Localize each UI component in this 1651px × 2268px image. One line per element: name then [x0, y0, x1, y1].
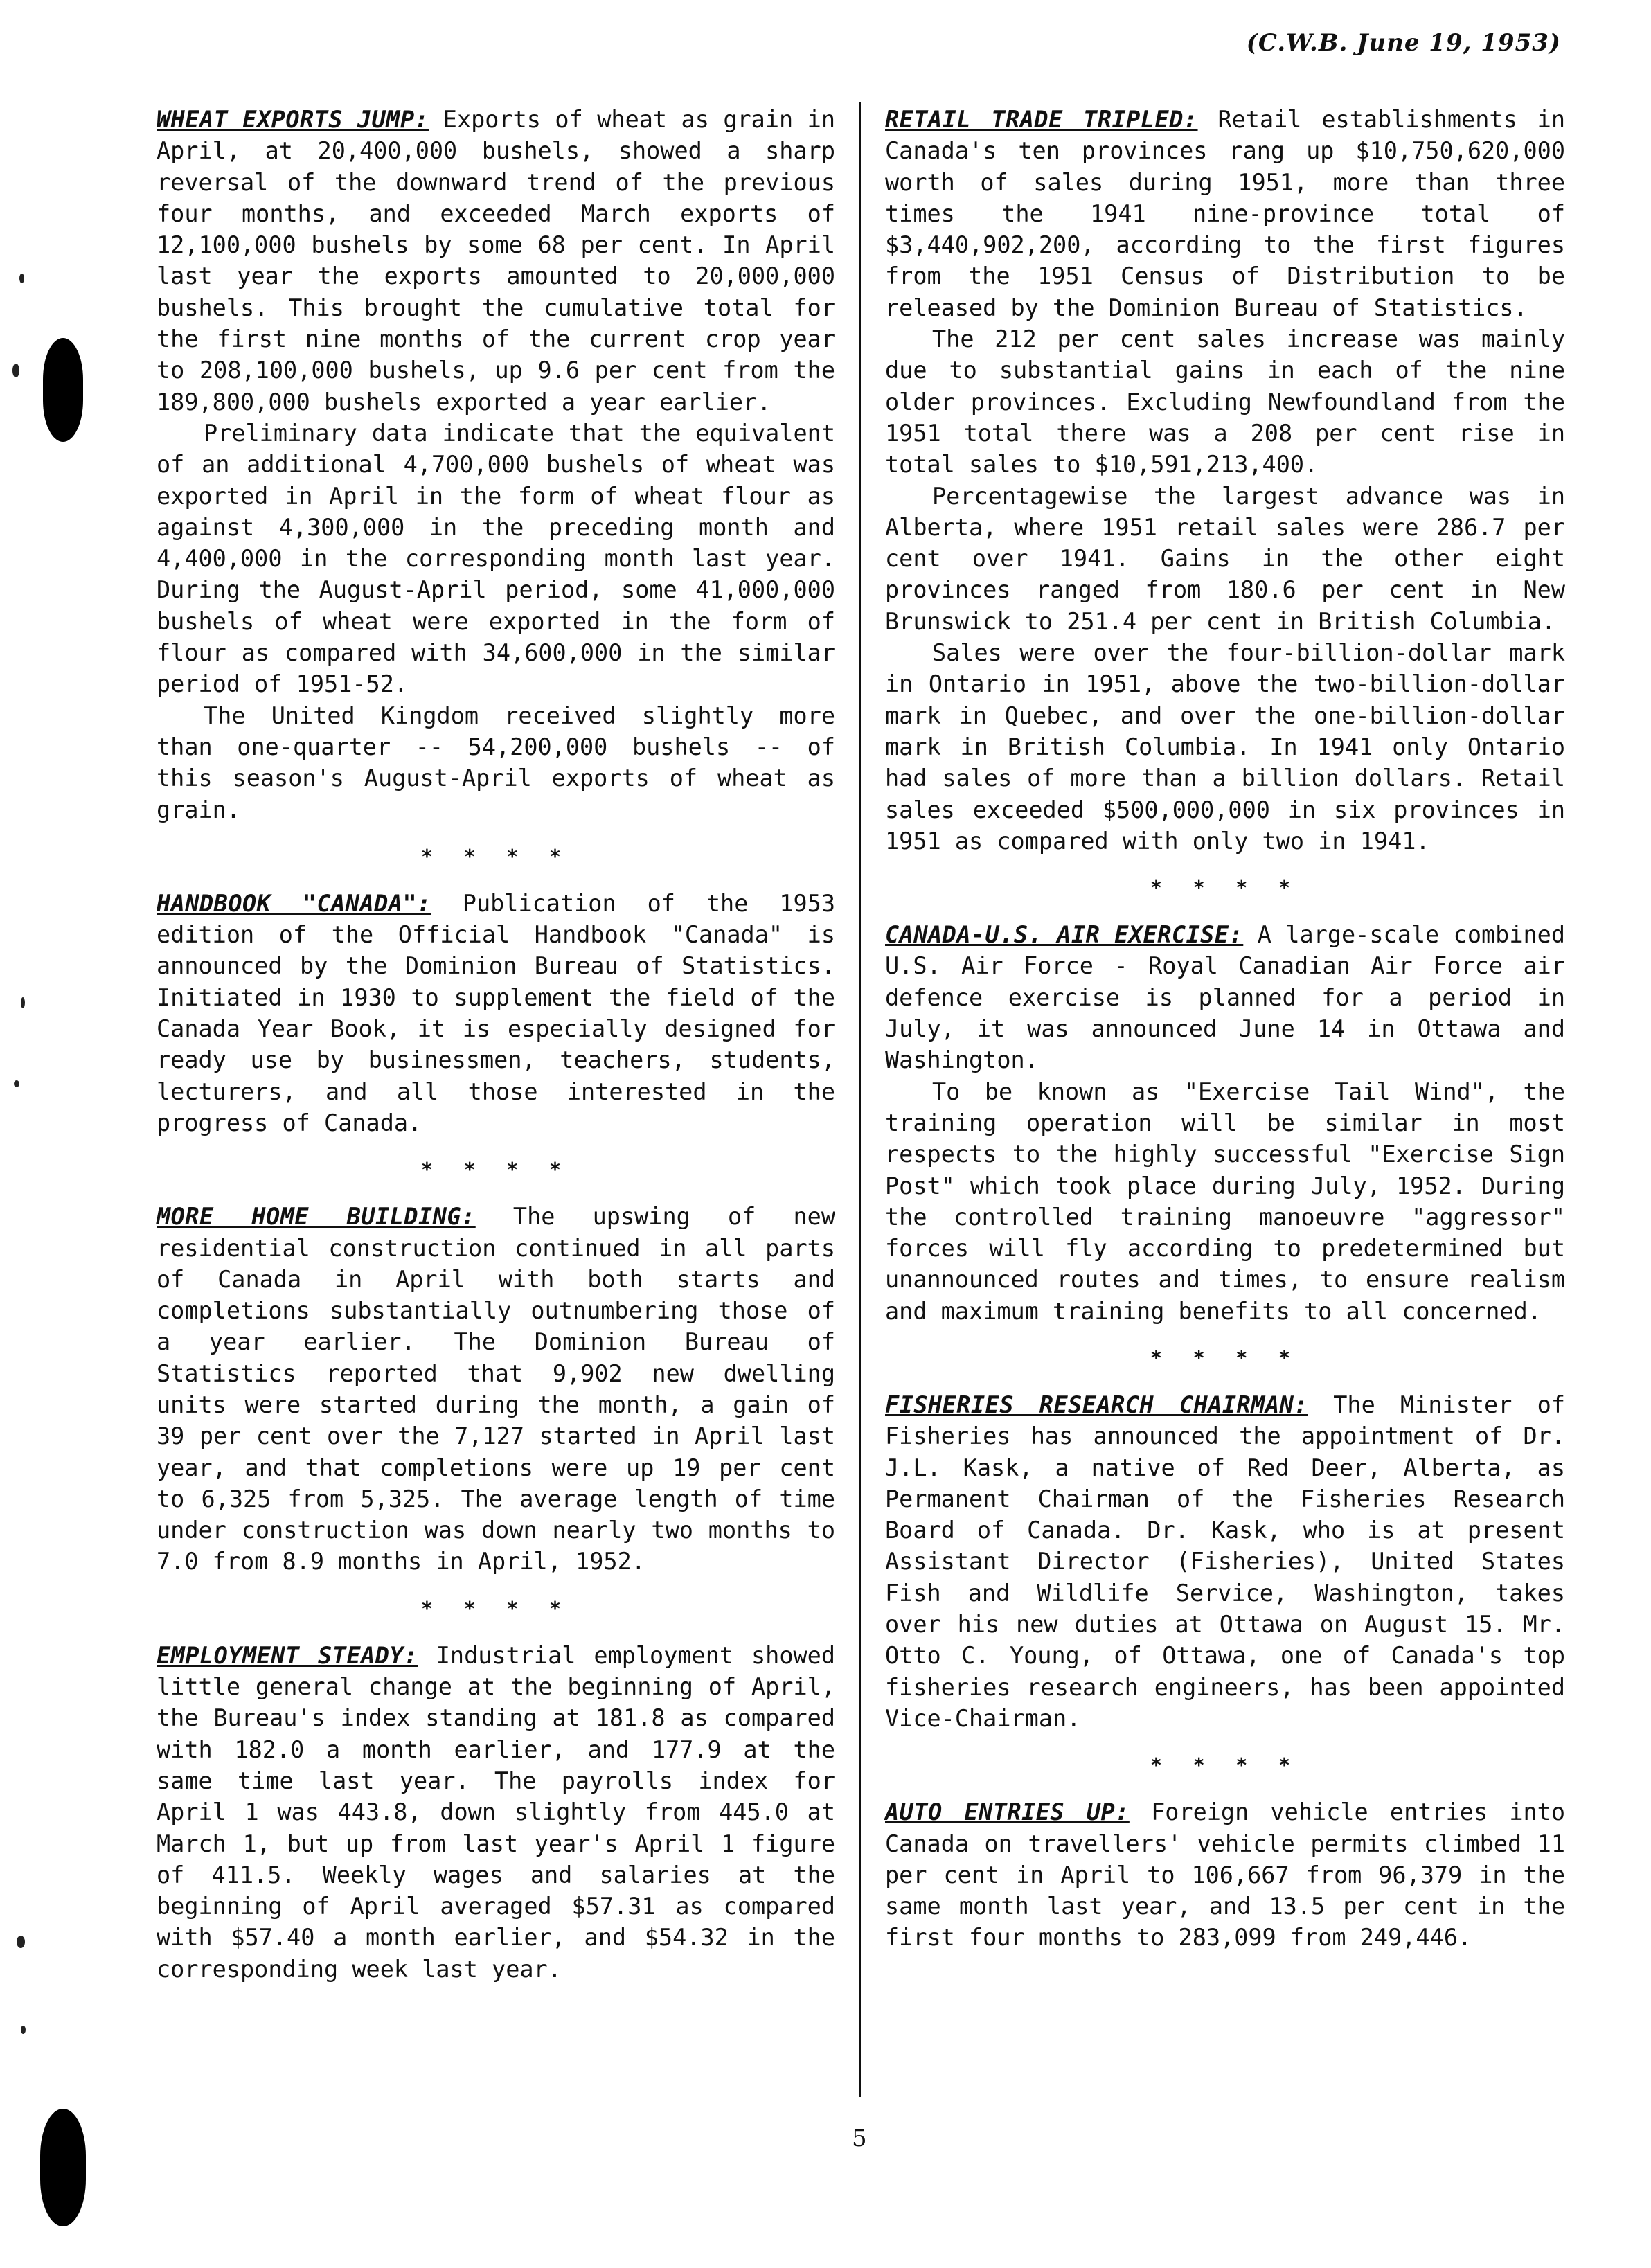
page-header: (C.W.B. June 19, 1953): [1246, 29, 1561, 57]
article-headline: CANADA-U.S. AIR EXERCISE:: [885, 921, 1244, 949]
right-column: [885, 104, 1565, 1954]
section-separator: * * * *: [420, 844, 571, 868]
article-wheat-exports: [157, 104, 835, 825]
binding-hole-mark: [43, 338, 83, 442]
article-paragraph: [157, 104, 835, 418]
article-text: The upswing of new residential construction continued in all parts of Canada in April with both starts and completions substantially outnumbering those of a year earlier. The Dominion Bureau of Statistics reported that 9,902 new dwelling units were started during the month, a gain of 39 per cent over the 7,127 started in April last year, and that completions were up 19 per cent to 6,325 from 5,325. The average length of time under construction was down nearly two months to 7.0 from 8.9 months in April, 1952.: [157, 1203, 835, 1575]
article-paragraph: [157, 1640, 835, 1985]
article-paragraph: To be known as "Exercise Tail Wind", the training operation will be similar in most respects to the highly successful "Exercise Sign Post" which took place during July, 1952. During the controlled training manoeuvre "aggressor" forces will fly according to predetermined but unannounced routes and times, to ensure realism and maximum training benefits to all concerned.: [885, 1078, 1565, 1325]
article-paragraph: The 212 per cent sales increase was mainly due to substantial gains in each of the nine older provinces. Excluding Newfoundland from the 1951 total there was a 208 per cent rise in total sales to $10,591,213,400.: [885, 325, 1565, 479]
article-text: Retail establishments in Canada's ten provinces rang up $10,750,620,000 worth of sales during 1951, more than three times the 1941 nine-province total of $3,440,902,200, according to the first figures from the 1951 Census of Distribution to be released by the Dominion Bureau of Statistics.: [885, 106, 1565, 321]
article-headline: MORE HOME BUILDING:: [157, 1203, 476, 1231]
column-divider: [859, 102, 861, 2097]
section-separator: * * * *: [420, 1158, 571, 1181]
article-retail-trade: [885, 104, 1565, 857]
speck-mark: [21, 997, 25, 1008]
binding-hole-mark: [40, 2109, 86, 2226]
article-paragraph: [885, 1389, 1565, 1734]
article-paragraph: [157, 888, 835, 1139]
left-column: [157, 104, 835, 1985]
article-paragraph: [885, 919, 1565, 1075]
article-text: Industrial employment showed little general change at the beginning of April, the Bureau's index standing at 181.8 as compared with 182.0 a month earlier, and 177.9 at the same time last year. The payrolls index for April 1 was 443.8, down slightly from 445.0 at March 1, but up from last year's April 1 figure of 411.5. Weekly wages and salaries at the beginning of April averaged $57.31 as compared with $57.40 a month earlier, and $54.32 in the corresponding week last year.: [157, 1641, 835, 1983]
section-separator: * * * *: [1150, 1346, 1300, 1369]
section-separator: * * * *: [420, 1596, 571, 1620]
article-headline: EMPLOYMENT STEADY:: [157, 1641, 418, 1669]
article-air-exercise: [885, 919, 1565, 1327]
article-headline: AUTO ENTRIES UP:: [885, 1798, 1130, 1826]
speck-mark: [12, 364, 19, 377]
article-paragraph: [885, 1796, 1565, 1953]
article-text: Foreign vehicle entries into Canada on travellers' vehicle permits climbed 11 per cent in April to 106,667 from 96,379 in the same month last year, and 13.5 per cent in the first four months to 283,099 from 249,446.: [885, 1798, 1565, 1952]
section-separator: * * * *: [1150, 1753, 1300, 1777]
speck-mark: [14, 1080, 19, 1087]
article-headline: WHEAT EXPORTS JUMP:: [157, 106, 429, 133]
speck-mark: [19, 274, 24, 283]
article-home-building: [157, 1201, 835, 1578]
article-fisheries: [885, 1389, 1565, 1734]
article-text: Exports of wheat as grain in April, at 20,400,000 bushels, showed a sharp reversal of the downward trend of the previous four months, and exceeded March exports of 12,100,000 bushels by some 68 per cent. In April last year the exports amounted to 20,000,000 bushels. This brought the cumulative total for the first nine months of the current crop year to 208,100,000 bushels, up 9.6 per cent from the 189,800,000 bushels exported a year earlier.: [157, 106, 835, 416]
article-paragraph: Percentagewise the largest advance was in Alberta, where 1951 retail sales were 286.7 per cent over 1941. Gains in the other eight provinces ranged from 180.6 per cent in New Brunswick to 251.4 per cent in British Columbia.: [885, 482, 1565, 635]
article-auto-entries: [885, 1796, 1565, 1953]
article-paragraph: The United Kingdom received slightly more than one-quarter -- 54,200,000 bushels -- of this season's August-April exports of wheat as grain.: [157, 702, 835, 823]
article-paragraph: Preliminary data indicate that the equivalent of an additional 4,700,000 bushels of wheat was exported in April in the form of wheat flour as against 4,300,000 in the preceding month and 4,400,000 in the corresponding month last year. During the August-April period, some 41,000,000 bushels of wheat were exported in the form of flour as compared with 34,600,000 in the similar period of 1951-52.: [157, 419, 835, 698]
article-headline: HANDBOOK "CANADA":: [157, 889, 431, 917]
article-handbook-canada: [157, 888, 835, 1139]
speck-mark: [21, 2026, 26, 2034]
article-text: The Minister of Fisheries has announced the appointment of Dr. J.L. Kask, a native of Red Deer, Alberta, as Permanent Chairman of the Fisheries Research Board of Canada. Dr. Kask, who is at present Assistant Director (Fisheries), United States Fish and Wildlife Service, Washington, takes over his new duties at Ottawa on August 15. Mr. Otto C. Young, of Ottawa, one of Canada's top fisheries research engineers, has been appointed Vice-Chairman.: [885, 1391, 1565, 1732]
section-separator: * * * *: [1150, 876, 1300, 900]
article-headline: RETAIL TRADE TRIPLED:: [885, 106, 1198, 133]
article-text: A large-scale combined U.S. Air Force - Royal Canadian Air Force air defence exercise is planned for a period in July, it was announced June 14 in Ottawa and Washington.: [885, 921, 1566, 1074]
article-paragraph: [157, 1201, 835, 1578]
article-paragraph: [885, 104, 1565, 323]
page-number: 5: [852, 2125, 867, 2152]
article-paragraph: Sales were over the four-billion-dollar mark in Ontario in 1951, above the two-billion-dollar mark in Quebec, and over the one-billion-dollar mark in British Columbia. In 1941 only Ontario had sales of more than a billion dollars. Retail sales exceeded $500,000,000 in six provinces in 1951 as compared with only two in 1941.: [885, 639, 1565, 855]
article-headline: FISHERIES RESEARCH CHAIRMAN:: [885, 1391, 1308, 1418]
article-text: Publication of the 1953 edition of the Official Handbook "Canada" is announced by the Dominion Bureau of Statistics. Initiated in 1930 to supplement the field of the Canada Year Book, it is especially designed for ready use by businessmen, teachers, students, lecturers, and all those interested in the progress of Canada.: [157, 889, 835, 1136]
article-employment: [157, 1640, 835, 1985]
speck-mark: [17, 1936, 25, 1948]
